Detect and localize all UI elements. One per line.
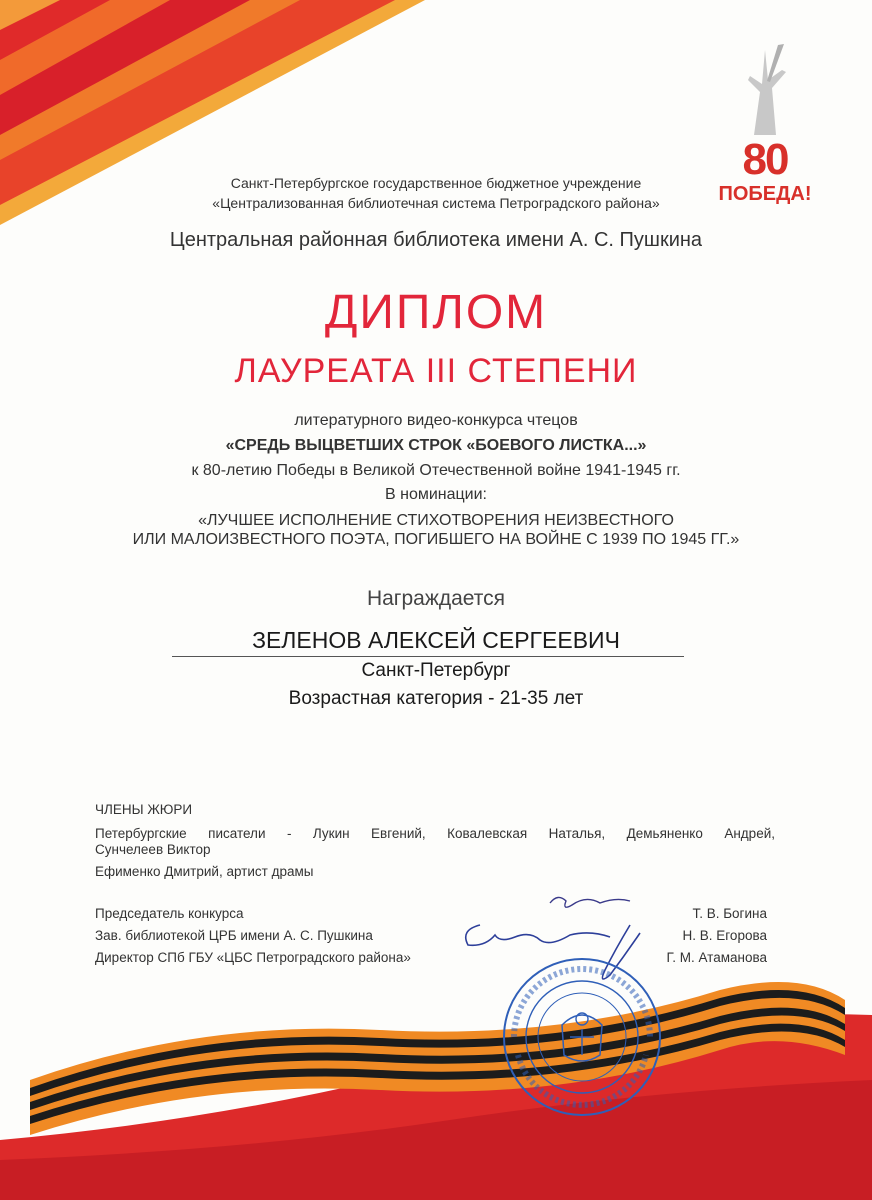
- recipient-city: Санкт-Петербург: [361, 660, 511, 681]
- logo-number: 80: [742, 135, 788, 184]
- official-stamp: [500, 955, 665, 1120]
- diploma-title: ДИПЛОМ: [324, 286, 548, 339]
- jury-heading: ЧЛЕНЫ ЖЮРИ: [95, 802, 193, 817]
- signature-name-3: Г. М. Атаманова: [666, 950, 767, 965]
- jury-line-1: Петербургские писатели - Лукин Евгений, Ковалевская Наталья, Демьяненко Андрей,: [95, 826, 775, 841]
- contest-line-1: литературного видео-конкурса чтецов: [294, 412, 578, 429]
- diploma-subtitle: ЛАУРЕАТА III СТЕПЕНИ: [234, 352, 638, 390]
- signature-role-1: Председатель конкурса: [95, 906, 244, 921]
- signature-role-3: Директор СПб ГБУ «ЦБС Петроградского района»: [95, 950, 411, 965]
- st-george-ribbon-decoration: [0, 960, 872, 1200]
- library-name: Центральная районная библиотека имени А. С. Пушкина: [169, 229, 703, 251]
- signature-name-1: Т. В. Богина: [692, 906, 767, 921]
- org-line-2: «Централизованная библиотечная система Петроградского района»: [212, 195, 660, 211]
- signature-role-2: Зав. библиотекой ЦРБ имени А. С. Пушкина: [95, 928, 373, 943]
- recipient-name: ЗЕЛЕНОВ АЛЕКСЕЙ СЕРГЕЕВИЧ: [252, 627, 620, 653]
- age-category: Возрастная категория - 21-35 лет: [288, 688, 584, 709]
- contest-name: «СРЕДЬ ВЫЦВЕТШИХ СТРОК «БОЕВОГО ЛИСТКА...»: [225, 437, 647, 454]
- contest-line-4: В номинации:: [384, 486, 487, 503]
- org-line-1: Санкт-Петербургское государственное бюджетное учреждение: [230, 175, 642, 191]
- jury-line-3: Ефименко Дмитрий, артист драмы: [95, 864, 314, 879]
- recipient-underline: [172, 656, 684, 657]
- nomination-line-2: ИЛИ МАЛОИЗВЕСТНОГО ПОЭТА, ПОГИБШЕГО НА ВОЙНЕ С 1939 ПО 1945 ГГ.»: [132, 531, 740, 548]
- contest-line-3: к 80-летию Победы в Великой Отечественной войне 1941-1945 гг.: [191, 462, 681, 479]
- awarded-label: Награждается: [366, 587, 506, 610]
- jury-line-2: Сунчелеев Виктор: [95, 842, 211, 857]
- nomination-line-1: «ЛУЧШЕЕ ИСПОЛНЕНИЕ СТИХОТВОРЕНИЯ НЕИЗВЕСТНОГО: [198, 512, 674, 529]
- motherland-statue-icon: [710, 40, 820, 140]
- signature-name-2: Н. В. Егорова: [682, 928, 767, 943]
- logo-word: ПОБЕДА!: [718, 183, 812, 205]
